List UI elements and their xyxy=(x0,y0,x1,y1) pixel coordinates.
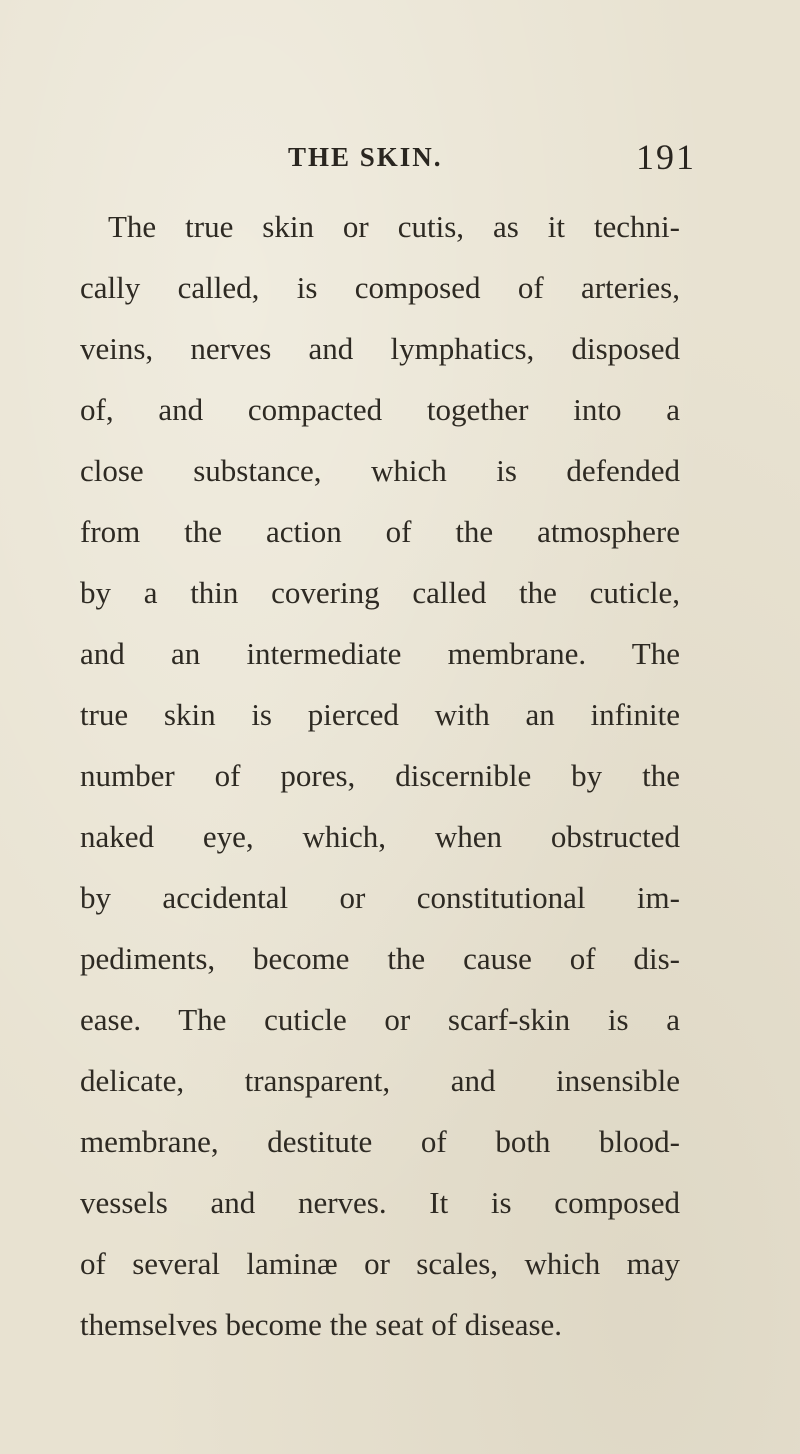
text-line: naked eye, which, when obstructed xyxy=(80,819,680,854)
text-line: of several laminæ or scales, which may xyxy=(80,1246,680,1281)
text-line: cally called, is composed of arteries, xyxy=(80,270,680,305)
text-line: close substance, which is defended xyxy=(80,453,680,488)
running-title: THE SKIN. xyxy=(288,142,443,172)
text-line: from the action of the atmosphere xyxy=(80,514,680,549)
page-number: 191 xyxy=(636,137,696,177)
text-line: delicate, transparent, and insensible xyxy=(80,1063,680,1098)
text-line: ease. The cuticle or scarf-skin is a xyxy=(80,1002,680,1037)
text-line: veins, nerves and lymphatics, disposed xyxy=(80,331,680,366)
text-line: by accidental or constitutional im- xyxy=(80,880,680,915)
running-head xyxy=(0,137,800,182)
text-line: true skin is pierced with an infinite xyxy=(80,697,680,732)
text-line: number of pores, discernible by the xyxy=(80,758,680,793)
text-line: membrane, destitute of both blood- xyxy=(80,1124,680,1159)
text-line: by a thin covering called the cuticle, xyxy=(80,575,680,610)
text-line: vessels and nerves. It is composed xyxy=(80,1185,680,1220)
paragraph xyxy=(80,196,680,1355)
text-line: pediments, become the cause of dis- xyxy=(80,941,680,976)
text-line: and an intermediate membrane. The xyxy=(80,636,680,671)
text-line: of, and compacted together into a xyxy=(80,392,680,427)
text-line: themselves become the seat of disease. xyxy=(80,1307,563,1342)
text-line: The true skin or cutis, as it techni- xyxy=(108,209,680,244)
